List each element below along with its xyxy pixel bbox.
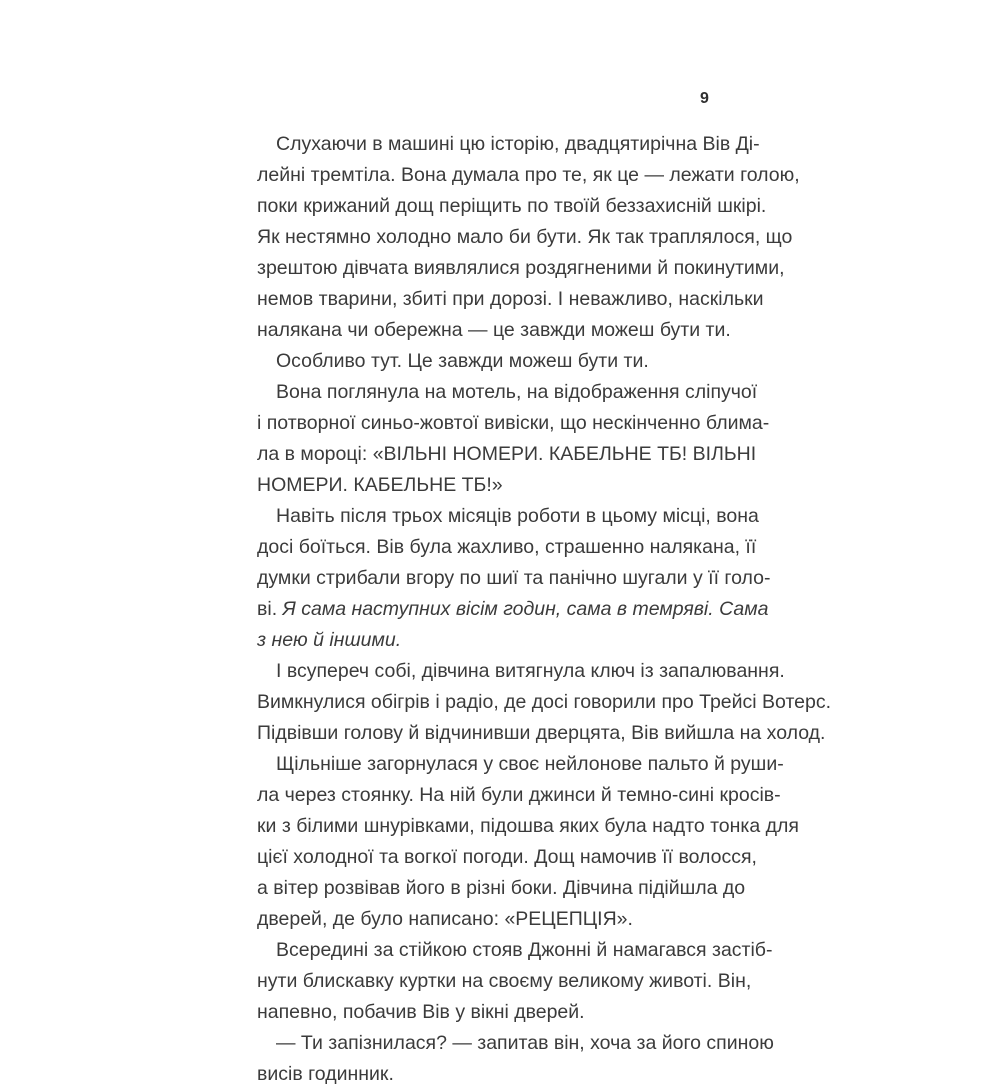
text-line-prefix: ві. [257,598,283,620]
text-line: налякана чи обережна — це завжди можеш бути ти. [257,319,731,341]
text-line: і потворної синьо-жовтої вивіски, що нескінченно блима- [257,412,770,434]
text-line: досі боїться. Вів була жахливо, страшенно налякана, її [257,536,757,558]
text-line: а вітер розвівав його в різні боки. Дівчина підійшла до [257,877,746,899]
text-line: Навіть після трьох місяців роботи в цьому місці, вона [276,505,759,527]
text-line: цієї холодної та вогкої погоди. Дощ намочив її волосся, [257,846,757,868]
text-line: висів годинник. [257,1063,394,1085]
text-line: лейні тремтіла. Вона думала про те, як це — лежати голою, [257,164,800,186]
text-line: з нею й іншими. [257,629,402,651]
text-line: ла в мороці: «ВІЛЬНІ НОМЕРИ. КАБЕЛЬНЕ ТБ! ВІЛЬНІ [257,443,757,465]
text-line-mixed [257,594,769,625]
text-line: Вимкнулися обігрів і радіо, де досі говорили про Трейсі Вотерс. [257,691,832,713]
text-line: Всередині за стійкою стояв Джонні й намагався застіб- [276,939,773,961]
text-line: думки стрибали вгору по шиї та панічно шугали у її голо- [257,567,771,589]
text-line: Слухаючи в машині цю історію, двадцятирічна Вів Ді- [276,133,760,155]
body-text [257,129,832,1090]
text-line: Підвівши голову й відчинивши дверцята, Вів вийшла на холод. [257,722,826,744]
text-line: зрештою дівчата виявлялися роздягненими й покинутими, [257,257,785,279]
text-line: Як нестямно холодно мало би бути. Як так траплялося, що [257,226,793,248]
text-line: НОМЕРИ. КАБЕЛЬНЕ ТБ!» [257,474,503,496]
text-line: — Ти запізнилася? — запитав він, хоча за його спиною [276,1032,774,1054]
text-line: нути блискавку куртки на своєму великому животі. Він, [257,970,752,992]
text-line: ки з білими шнурівками, підошва яких була надто тонка для [257,815,799,837]
page-number: 9 [700,90,709,107]
text-line: Особливо тут. Це завжди можеш бути ти. [276,350,649,372]
text-line: поки крижаний дощ періщить по твоїй беззахисній шкірі. [257,195,767,217]
text-line: ла через стоянку. На ній були джинси й темно-сині кросів- [257,784,781,806]
text-line: Щільніше загорнулася у своє нейлонове пальто й руши- [276,753,784,775]
text-line: Вона поглянула на мотель, на відображення сліпучої [276,381,758,403]
text-line: немов тварини, збиті при дорозі. І неважливо, наскільки [257,288,764,310]
text-line: дверей, де було написано: «РЕЦЕПЦІЯ». [257,908,633,930]
text-line: І всупереч собі, дівчина витягнула ключ із запалювання. [276,660,785,682]
text-line-italic: Я сама наступних вісім годин, сама в темряві. Сама [282,598,769,620]
text-line: напевно, побачив Вів у вікні дверей. [257,1001,585,1023]
